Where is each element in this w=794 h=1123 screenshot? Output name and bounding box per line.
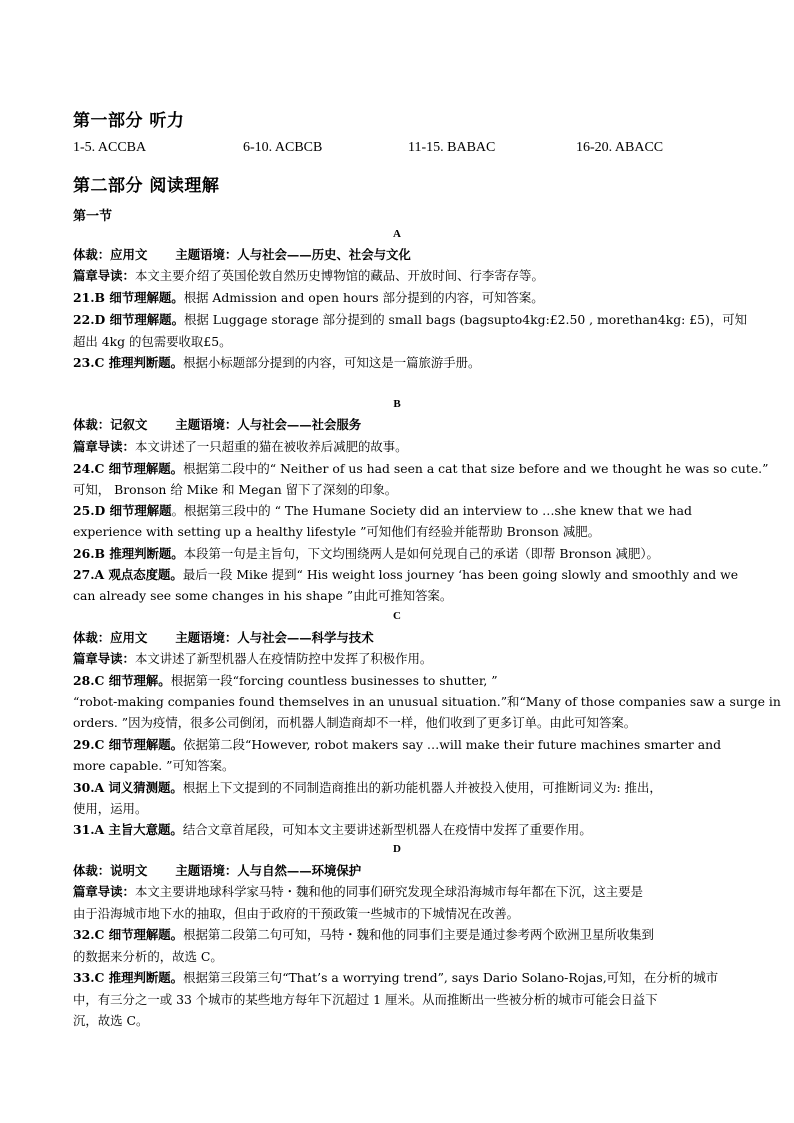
answer-group-4: 16-20. ABACC [576, 140, 664, 155]
passage-letter-d: D [393, 843, 401, 855]
answer-23: 23.C 推理判断题。根据小标题部分提到的内容，可知这是一篇旅游手册。 [73, 355, 481, 370]
answer-33-cont2: 沉，故选 C。 [73, 1013, 149, 1028]
answer-33: 33.C 推理判断题。根据第三段第三句“That’s a worrying trend”, says Dario Solano-Rojas,可知，在分析的城市 [73, 970, 719, 985]
genre-label: 体裁：说明文 [73, 863, 148, 878]
passage-letter-a: A [393, 228, 401, 240]
passage-d-guide: 篇章导读：本文主要讲地球科学家马特・魏和他的同事们研究发现全球沿海城市每年都在下沉，这主要是 [73, 884, 643, 899]
answer-29-cont: more capable. ”可知答案。 [73, 758, 235, 773]
answer-group-1: 1-5. ACCBA [73, 140, 147, 155]
passage-c-guide: 篇章导读：本文讲述了新型机器人在疫情防控中发挥了积极作用。 [73, 651, 433, 666]
part1-title: 第一部分 听力 [73, 111, 185, 131]
answer-33-cont1: 中，有三分之一或 33 个城市的某些地方每年下沉超过 1 厘米。从而推断出一些被分析的城市可能会日益下 [73, 992, 658, 1007]
answer-25-cont: experience with setting up a healthy lifestyle ”可知他们有经验并能帮助 Bronson 减肥。 [73, 524, 601, 539]
theme-label: 主题语境：人与社会——社会服务 [175, 417, 362, 432]
theme-label: 主题语境：人与社会——科学与技术 [175, 630, 374, 645]
listening-answers [73, 140, 753, 160]
answer-28-cont1: “robot-making companies found themselves in an unusual situation.”和“Many of those companies saw a surge in [73, 694, 781, 709]
answer-24-cont: 可知， Bronson 给 Mike 和 Megan 留下了深刻的印象。 [73, 482, 398, 497]
answer-32: 32.C 细节理解题。根据第二段第二句可知，马特・魏和他的同事们主要是通过参考两个欧洲卫星所收集到 [73, 927, 654, 942]
answer-28: 28.C 细节理解。根据第一段“forcing countless businesses to shutter, ” [73, 673, 498, 688]
answer-25: 25.D 细节理解题。根据第三段中的 “ The Humane Society did an interview to …she knew that we had [73, 503, 692, 518]
genre-label: 体裁：记叙文 [73, 417, 148, 432]
section-title: 第一节 [73, 209, 113, 224]
passage-a-guide: 篇章导读：本文主要介绍了英国伦敦自然历史博物馆的藏品、开放时间、行李寄存等。 [73, 268, 544, 283]
theme-label: 主题语境：人与自然——环境保护 [175, 863, 362, 878]
passage-letter-b: B [393, 398, 401, 410]
answer-29: 29.C 细节理解题。依据第二段“However, robot makers say …will make their future machines smarter and [73, 737, 722, 752]
theme-label: 主题语境：人与社会——历史、社会与文化 [175, 247, 411, 262]
passage-b-header [73, 414, 723, 436]
answer-24: 24.C 细节理解题。根据第二段中的“ Neither of us had seen a cat that size before and we thought he was so cute.” [73, 461, 769, 476]
answer-30-cont: 使用，运用。 [73, 801, 148, 816]
answer-28-cont2: orders. ”因为疫情，很多公司倒闭，而机器人制造商却不一样，他们收到了更多订单。由此可知答案。 [73, 715, 637, 730]
passage-c-header [73, 627, 723, 649]
passage-d-header [73, 860, 723, 882]
answer-group-3: 11-15. BABAC [408, 140, 496, 155]
answer-27-cont: can already see some changes in his shape ”由此可推知答案。 [73, 588, 453, 603]
answer-32-cont: 的数据来分析的，故选 C。 [73, 949, 223, 964]
answer-31: 31.A 主旨大意题。结合文章首尾段，可知本文主要讲述新型机器人在疫情中发挥了重要作用。 [73, 822, 592, 837]
answer-group-2: 6-10. ACBCB [243, 140, 323, 155]
passage-letter-c: C [393, 610, 401, 622]
genre-label: 体裁：应用文 [73, 247, 148, 262]
answer-30: 30.A 词义猜测题。根据上下文提到的不同制造商推出的新功能机器人并被投入使用，可推断词义为: 推出， [73, 780, 662, 795]
answer-22: 22.D 细节理解题。根据 Luggage storage 部分提到的 small bags (bagsupto4kg:£2.50 , morethan4kg: £5)，可知 [73, 312, 748, 327]
part2-title: 第二部分 阅读理解 [73, 176, 220, 196]
passage-d-guide-cont: 由于沿海城市地下水的抽取，但由于政府的干预政策一些城市的下城情况在改善。 [73, 906, 520, 921]
passage-b-guide: 篇章导读：本文讲述了一只超重的猫在被收养后减肥的故事。 [73, 439, 408, 454]
answer-22-cont: 超出 4kg 的包需要收取£5。 [73, 334, 232, 349]
answer-26: 26.B 推理判断题。本段第一句是主旨句，下文均围绕两人是如何兑现自己的承诺（即帮 Bronson 减肥）。 [73, 546, 659, 561]
answer-27: 27.A 观点态度题。最后一段 Mike 提到“ His weight loss journey ‘has been going slowly and smoothly and we [73, 567, 739, 582]
answer-21: 21.B 细节理解题。根据 Admission and open hours 部分提到的内容，可知答案。 [73, 290, 544, 305]
genre-label: 体裁：应用文 [73, 630, 148, 645]
passage-a-header [73, 244, 723, 266]
